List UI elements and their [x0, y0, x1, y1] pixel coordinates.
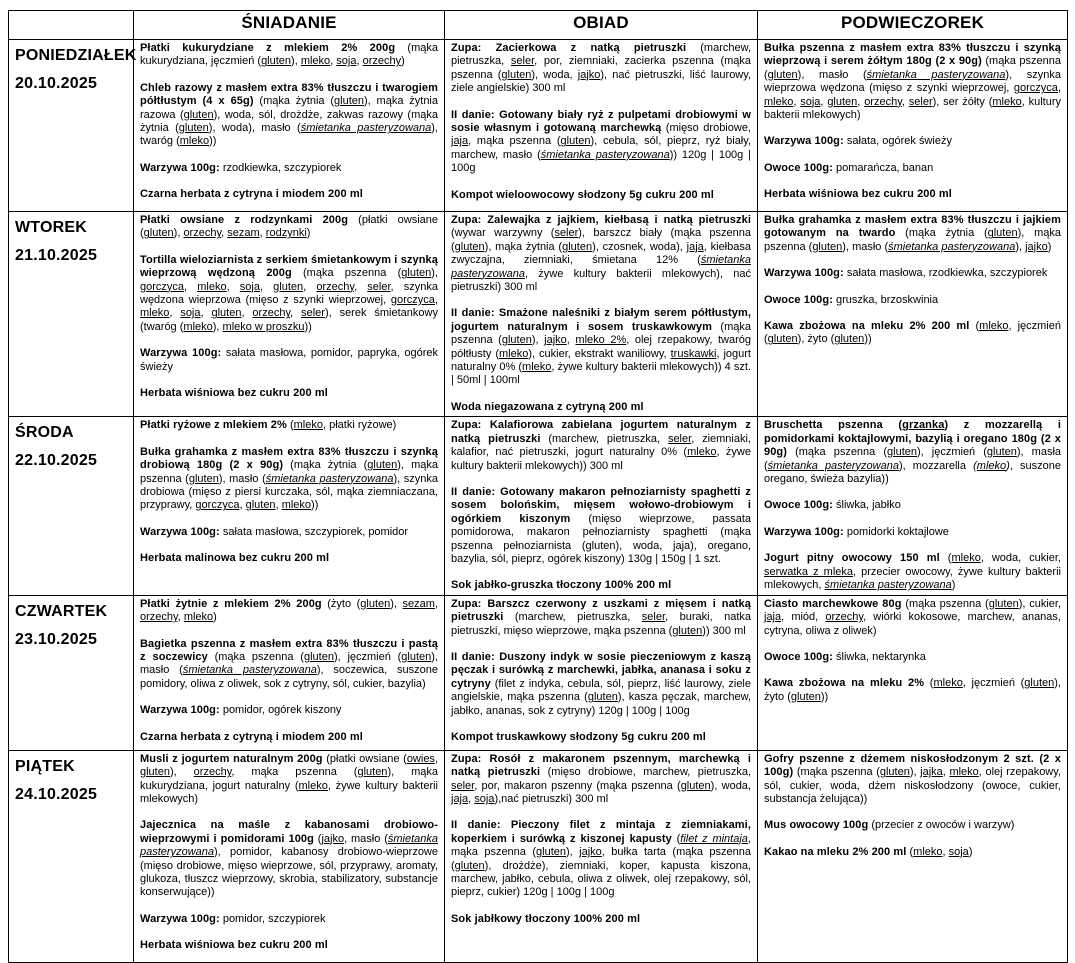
row-friday	[9, 750, 1068, 962]
day-date: 20.10.2025	[15, 75, 98, 92]
day-label-monday	[9, 40, 137, 212]
day-name: CZWARTEK	[15, 602, 108, 620]
row-monday	[9, 40, 1068, 212]
cell-tuesday-snack: Bułka grahamka z masłem extra 83% tłuszczu i jajkiem gotowanym na twardo (mąka żytnia (gluten), mąka pszenna (gluten), masło (śmietanka pasteryzowana), jajko) Warzywa 100g: sałata masłowa, rzodkiewka, szczypiorek Owoce 100g: gruszka, brzoskwinia Kawa zbożowa na mleku 2% 200 ml (mleko, jęczmień (gluten), żyto (gluten))	[758, 212, 1068, 417]
day-label-wednesday	[9, 417, 134, 595]
cell-monday-lunch: Zupa: Zacierkowa z natką pietruszki (marchew, pietruszka, seler, por, ziemniaki, zacierka pszenna (mąka pszenna (gluten), woda, jajko), nać pietruszki, liść laurowy, ziele angielskie) 300 ml II danie: Gotowany biały ryż z pulpetami drobiowymi w sosie własnym i gotowaną marchewką (mięso drobiowe, jaja, mąka pszenna (gluten), cebula, sól, pieprz, ryż biały, marchew, masło (śmietanka pasteryzowana)) 120g | 100g | 100g Kompot wieloowocowy słodzony 5g cukru 200 ml	[445, 40, 758, 212]
day-date: 23.10.2025	[15, 630, 98, 648]
day-date: 22.10.2025	[15, 452, 98, 470]
row-tuesday	[9, 212, 1068, 417]
cell-thursday-lunch: Zupa: Barszcz czerwony z uszkami z mięsem i natką pietruszki (marchew, pietruszka, seler, buraki, natka pietruszki, mięso wieprzowe, mąka pszenna (gluten)) 300 ml II danie: Duszony indyk w sosie pieczeniowym z kaszą pęczak i surówką z marchewki, jabłka, ananasa i soku z cytryny (filet z indyka, cebula, sól, pieprz, liść laurowy, ziele angielskie, mąka pszenna (gluten), kasza pęczak, marchew, jabłko, ananas, sok z cytryny) 120g | 100g | 100g Kompot truskawkowy słodzony 5g cukru 200 ml	[445, 595, 758, 750]
cell-friday-snack: Gofry pszenne z dżemem niskosłodzonym 2 szt. (2 x 100g) (mąka pszenna (gluten), jajka, mleko, olej rzepakowy, sól, cukier, woda, dżem niskosłodzony (owoce, cukier, substancja żelująca)) Mus owocowy 100g (przecier z owoców i warzyw) Kakao na mleku 2% 200 ml (mleko, soja)	[758, 750, 1068, 962]
cell-thursday-snack: Ciasto marchewkowe 80g (mąka pszenna (gluten), cukier, jaja, miód, orzechy, wiórki kokosowe, marchew, ananas, cytryna, oliwa z oliwek) Owoce 100g: śliwka, nektarynka Kawa zbożowa na mleku 2% (mleko, jęczmień (gluten), żyto (gluten))	[758, 595, 1068, 750]
day-label-thursday	[9, 595, 134, 750]
cell-monday-snack: Bułka pszenna z masłem extra 83% tłuszczu i szynką wieprzową i serem żółtym 180g (2 x 90g) (mąka pszenna (gluten), masło (śmietanka pasteryzowana), szynka wieprzowa wędzona (mięso z szynki wieprzowej, gorczyca, mleko, soja, gluten, orzechy, seler), ser żółty (mleko, kultury bakterii mlekowych) Warzywa 100g: sałata, ogórek świeży Owoce 100g: pomarańcza, banan Herbata wiśniowa bez cukru 200 ml	[758, 40, 1068, 212]
day-name: PONIEDZIAŁEK	[15, 47, 137, 64]
menu-table	[8, 10, 1068, 963]
header-lunch: OBIAD	[445, 11, 758, 40]
cell-wednesday-snack: Bruschetta pszenna (grzanka) z mozzarellą i pomidorkami koktajlowymi, bazylią i oregano 180g (2 x 90g) (mąka pszenna (gluten), jęczmień (gluten), masła (śmietanka pasteryzowana), mozzarella (mleko), suszone oregano, świeża bazylia)) Owoce 100g: śliwka, jabłko Warzywa 100g: pomidorki koktajlowe Jogurt pitny owocowy 150 ml (mleko, woda, cukier, serwatka z mleka, przecier owocowy, żywe kultury bakterii mlekowych, śmietanka pasteryzowana)	[758, 417, 1068, 595]
cell-tuesday-lunch: Zupa: Zalewajka z jajkiem, kiełbasą i natką pietruszki (wywar warzywny (seler), barszcz biały (mąka pszenna (gluten), mąka żytnia (gluten), czosnek, woda), jaja, kiełbasa zwyczajna, ziemniaki, śmietana 12% (śmietanka pasteryzowana, żywe kultury bakterii mlekowych), nać pietruszki) 300 ml II danie: Smażone naleśniki z białym serem półtłustym, jogurtem naturalnym i sosem truskawkowym (mąka pszenna (gluten), jajko, mleko 2%, olej rzepakowy, twaróg półtłusty (mleko), cukier, ekstrakt waniliowy, truskawki, jogurt naturalny 0% (mleko, żywe kultury bakterii mlekowych)) 4 szt. | 50ml | 100ml Woda niegazowana z cytryną 200 ml	[445, 212, 758, 417]
row-thursday	[9, 595, 1068, 750]
cell-thursday-breakfast: Płatki żytnie z mlekiem 2% 200g (żyto (gluten), sezam, orzechy, mleko) Bagietka pszenna z masłem extra 83% tłuszczu i pastą z soczewicy (mąka pszenna (gluten), jęczmień (gluten), masło (śmietanka pasteryzowana), soczewica, suszone pomidory, oliwa z oliwek, sok z cytryny, sól, cukier, bazylia) Warzywa 100g: pomidor, ogórek kiszony Czarna herbata z cytryną i miodem 200 ml	[134, 595, 445, 750]
cell-friday-lunch: Zupa: Rosół z makaronem pszennym, marchewką i natką pietruszki (mięso drobiowe, marchew, pietruszka, seler, por, makaron pszenny (mąka pszenna (gluten), woda, jaja, soja),nać pietruszki) 300 ml II danie: Pieczony filet z mintaja z ziemniakami, koperkiem i surówką z kiszonej kapusty (filet z mintaja, mąka pszenna (gluten), jajko, bułka tarta (mąka pszenna (gluten), drożdże), ziemniaki, koper, kapusta kiszona, marchew, jabłko, cebula, oliwa z oliwek, olej rzepakowy, sól, pieprz, cukier) 120g | 100g | 100g Sok jabłkowy tłoczony 100% 200 ml	[445, 750, 758, 962]
day-name: WTOREK	[15, 219, 88, 236]
cell-tuesday-breakfast: Płatki owsiane z rodzynkami 200g (płatki owsiane (gluten), orzechy, sezam, rodzynki) Tortilla wieloziarnista z serkiem śmietankowym i szynką wieprzową wędzoną 200g (mąka pszenna (gluten), gorczyca, mleko, soja, gluten, orzechy, seler, szynka wędzona wieprzowa (mięso z szynki wieprzowej, gorczyca, mleko, soja, gluten, orzechy, seler), serek śmietankowy (twaróg (mleko), mleko w proszku)) Warzywa 100g: sałata masłowa, pomidor, papryka, ogórek świeży Herbata wiśniowa bez cukru 200 ml	[134, 212, 445, 417]
header-row	[9, 11, 1068, 40]
day-label-tuesday	[9, 212, 134, 417]
day-date: 21.10.2025	[15, 247, 98, 264]
cell-wednesday-lunch: Zupa: Kalafiorowa zabielana jogurtem naturalnym z natką pietruszki (marchew, pietruszka, seler, ziemniaki, kalafior, nać pietruszki, jogurt naturalny 0% (mleko, żywe kultury bakterii mlekowych)) 300 ml II danie: Gotowany makaron pełnoziarnisty spaghetti z sosem bolońskim, mięsem wołowo-drobiowym i ogórkiem kiszonym (mięso wieprzowe, passata pomidorowa, makaron pełnoziarnisty spaghetti (mąka pszenna pełnoziarnista (gluten), woda, jaja), oregano, bazylia, sól, pieprz, ogórek kiszony) 130g | 150g | 1 szt. Sok jabłko-gruszka tłoczony 100% 200 ml	[445, 417, 758, 595]
header-breakfast: ŚNIADANIE	[134, 11, 445, 40]
row-wednesday	[9, 417, 1068, 595]
day-label-friday	[9, 750, 134, 962]
header-empty-cell	[9, 11, 134, 40]
header-snack: PODWIECZOREK	[758, 11, 1068, 40]
cell-monday-breakfast: Płatki kukurydziane z mlekiem 2% 200g (mąka kukurydziana, jęczmień (gluten), mleko, soja, orzechy) Chleb razowy z masłem extra 83% tłuszczu i twarogiem półtłustym (4 x 65g) (mąka żytnia (gluten), mąka żytnia razowa (gluten), woda, sól, drożdże, zakwas razowy (mąka żytnia (gluten), woda), masło (śmietanka pasteryzowana), twaróg (mleko)) Warzywa 100g: rzodkiewka, szczypiorek Czarna herbata z cytryna i miodem 200 ml	[134, 40, 445, 212]
day-name: ŚRODA	[15, 424, 74, 442]
day-name: PIĄTEK	[15, 757, 75, 775]
day-date: 24.10.2025	[15, 785, 98, 803]
cell-friday-breakfast: Musli z jogurtem naturalnym 200g (płatki owsiane (owies, gluten), orzechy, mąka pszenna (gluten), mąka kukurydziana, jogurt naturalny (mleko, żywe kultury bakterii mlekowych) Jajecznica na maśle z kabanosami drobiowo-wieprzowymi i pomidorami 100g (jajko, masło (śmietanka pasteryzowana), pomidor, kabanosy drobiowo-wieprzowe (mięso drobiowe, mięso wieprzowe, sól, przyprawy, aromaty, glukoza, tłuszcz wieprzowy, skrobia, stabilizatory, substancje konserwujące)) Warzywa 100g: pomidor, szczypiorek Herbata wiśniowa bez cukru 200 ml	[134, 750, 445, 962]
cell-wednesday-breakfast: Płatki ryżowe z mlekiem 2% (mleko, płatki ryżowe) Bułka grahamka z masłem extra 83% tłuszczu i szynką drobiową 180g (2 x 90g) (mąka żytnia (gluten), mąka pszenna (gluten), masło (śmietanka pasteryzowana), szynka drobiowa (mięso z piersi kurczaka, sól, mąka ziemniaczana, przyprawy, gorczyca, gluten, mleko)) Warzywa 100g: sałata masłowa, szczypiorek, pomidor Herbata malinowa bez cukru 200 ml	[134, 417, 445, 595]
